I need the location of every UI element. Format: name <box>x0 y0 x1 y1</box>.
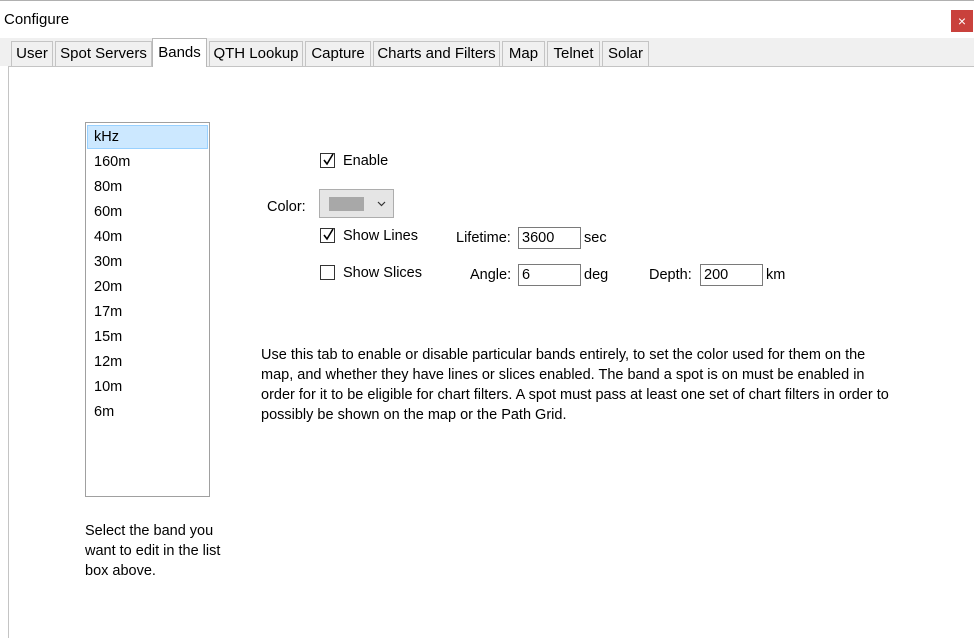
tab-spot-servers[interactable]: Spot Servers <box>55 41 152 66</box>
color-label: Color: <box>267 199 306 215</box>
band-item-6m[interactable]: 6m <box>94 404 115 420</box>
show-lines-checkbox[interactable] <box>320 228 335 243</box>
depth-input[interactable] <box>700 264 763 286</box>
bands-description: Use this tab to enable or disable particular bands entirely, to set the color used for them on the map, and whether they have lines or slices enabled. The band a spot is on must be enabled in order for it to be eligible for chart filters. A spot must pass at least one set of chart filters in order to possibly be shown on the map or the Path Grid. <box>261 347 889 423</box>
tab-map[interactable]: Map <box>502 41 545 66</box>
window-title: Configure <box>4 11 70 28</box>
show-slices-checkbox[interactable] <box>320 265 335 280</box>
angle-label: Angle: <box>470 267 512 283</box>
band-item-20m[interactable]: 20m <box>94 279 123 295</box>
band-item-10m[interactable]: 10m <box>94 379 123 395</box>
checkmark-icon <box>323 228 334 241</box>
band-item-khz[interactable]: kHz <box>87 125 208 149</box>
close-button[interactable] <box>951 10 973 32</box>
enable-label: Enable <box>343 153 389 169</box>
color-swatch <box>329 197 364 211</box>
tab-capture[interactable]: Capture <box>305 41 371 66</box>
show-lines-label: Show Lines <box>343 228 418 244</box>
tab-solar[interactable]: Solar <box>602 41 649 66</box>
tab-qth-lookup[interactable]: QTH Lookup <box>209 41 303 66</box>
lifetime-input[interactable] <box>518 227 581 249</box>
color-picker-button[interactable] <box>319 189 394 218</box>
angle-unit: deg <box>584 267 609 283</box>
close-icon: × <box>957 13 967 29</box>
checkmark-icon <box>323 153 334 166</box>
tab-telnet[interactable]: Telnet <box>547 41 600 66</box>
angle-input[interactable] <box>518 264 581 286</box>
band-item-12m[interactable]: 12m <box>94 354 123 370</box>
lifetime-label: Lifetime: <box>456 230 511 246</box>
band-item-40m[interactable]: 40m <box>94 229 123 245</box>
band-item-160m[interactable]: 160m <box>94 154 131 170</box>
band-item-17m[interactable]: 17m <box>94 304 123 320</box>
title-bar <box>0 0 974 38</box>
band-item-15m[interactable]: 15m <box>94 329 123 345</box>
tab-user[interactable]: User <box>11 41 53 66</box>
band-item-60m[interactable]: 60m <box>94 204 123 220</box>
band-item-80m[interactable]: 80m <box>94 179 123 195</box>
depth-unit: km <box>766 267 786 283</box>
tab-bands[interactable]: Bands <box>152 38 207 67</box>
band-item-30m[interactable]: 30m <box>94 254 123 270</box>
lifetime-unit: sec <box>584 230 607 246</box>
band-listbox[interactable] <box>85 122 210 497</box>
chevron-down-icon <box>377 201 386 207</box>
enable-checkbox[interactable] <box>320 153 335 168</box>
tab-charts-and-filters[interactable]: Charts and Filters <box>373 41 500 66</box>
show-slices-label: Show Slices <box>343 265 422 281</box>
band-list-hint: Select the band you want to edit in the list box above. <box>85 523 221 579</box>
depth-label: Depth: <box>649 267 692 283</box>
